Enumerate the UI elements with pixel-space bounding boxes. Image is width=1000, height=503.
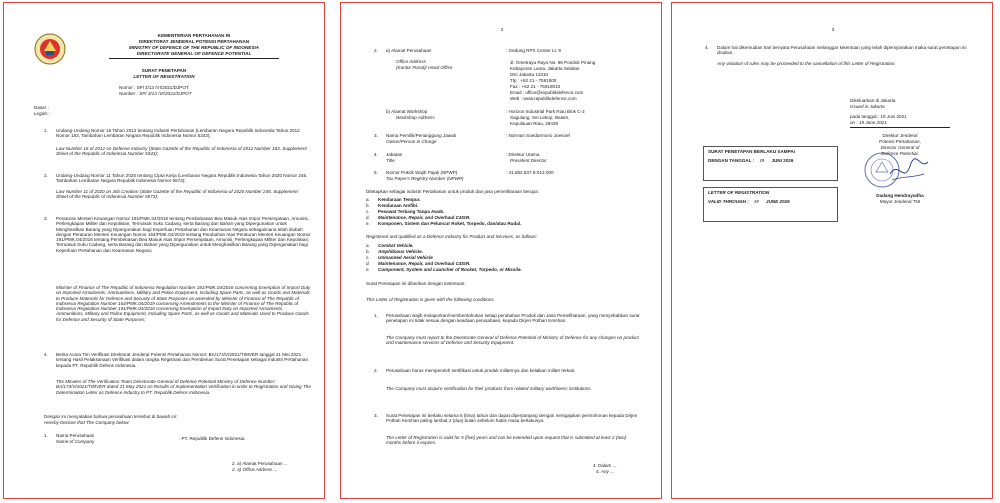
item-2-en: Law Number 11 of 2020 on Job Creation (State Gazette of the Republic of Indonesia of 2020 Number 245, Supplement Sheet of the Republic of Indonesia Number 6573); xyxy=(56,189,298,200)
workshop-label-id: b) Alamat Workshop xyxy=(386,109,428,114)
cond-2-en: The Company must acquire certification for their products from related military worthiness institutions. xyxy=(386,386,592,391)
product-id-d: Maintenance, Repair, and Overhaul C4ISR. xyxy=(378,215,471,220)
stamp-id-line-1: SURAT PENETAPAN BERLAKU SAMPAI xyxy=(708,149,795,154)
signatory-title-2: Potensi Pertahanan, xyxy=(879,139,921,144)
item-1-en: Law Number 16 of 2012 on Defense Industry (State Gazette of the Republic of Indonesia of 2012 Number 183, Supplement Sheet of the Republic of Indonesia Number 5343); xyxy=(56,146,307,157)
product-en-b: Amphibious Vehicle. xyxy=(378,249,424,254)
declare-en: Hereby Declare that The Company below: xyxy=(44,420,130,425)
product-en-d: Maintenance, Repair, and Overhaul C4ISR. xyxy=(378,261,471,266)
page2-continue-id: 4. Dalam ... xyxy=(593,463,617,468)
official-seal-and-signature xyxy=(862,150,932,192)
item-3-en: Minister of Finance of The Republic of Indonesia Regulation Number 191/PMK.04/2016 concerning Exemption of Import Duty on Imported Armaments, Ammunitions, Military and Police Equipment, Including Spare Parts, as well as Goods and Materials to Produce Materials for Defence and Security of State Purposes as amended by Minister of Finance of The Republic of Indonesia Regulation Number 164/PMK.04/2019 concerning Amendments to the Minister of Finance of The Republic of Indonesia Regulation Number 191/PMK.04/2016 concerning Exemption of Import Duty on Imported Armaments, Ammunitions, Military and Police Equipment, Including Spare Parts, as well as Goods and Materials Used to Produce Goods for Defence and Security of State Purposes; xyxy=(56,285,311,322)
product-id-a-key: a. xyxy=(366,197,370,202)
date-underline xyxy=(850,127,950,128)
product-id-b: Kendaraan Amfibi. xyxy=(378,203,419,208)
products-intro-en: Registered and qualified as a Defence Industry for Product and Services, as follows: xyxy=(366,234,538,239)
product-en-a-key: a. xyxy=(366,243,370,248)
product-id-b-key: b. xyxy=(366,203,370,208)
date-en: on : 19 June 2021 xyxy=(850,120,887,125)
item-1-id: Undang-Undang Nomor 16 Tahun 2012 tentang Industri Pertahanan (Lembaran Negara Republik Indonesia Tahun 2012 Nomor 183, Tambahan Lembaran Negara Republik Indonesia Nomor 5343); xyxy=(56,128,300,139)
product-en-b-key: b. xyxy=(366,249,370,254)
product-id-e-key: e. xyxy=(366,221,370,226)
conditions-intro-en: This Letter of Registration is given with the following conditions. xyxy=(366,297,495,302)
owner-label-id: Nama Pemilik/Penanggung Jawab xyxy=(386,133,457,138)
p3-item-en: Any violation of rules may be proceeded to the cancellation of this Letter of Registration. xyxy=(717,61,896,66)
title-label-en: Title xyxy=(386,158,395,163)
p3-item-id: Dalam hal dikemudian hari ternyata Perusahaan melanggar ketentuan yang telah dipersyaratkan maka surat penetapan ini dicabut. xyxy=(717,45,967,56)
issued-id: Dikeluarkan di Jakarta xyxy=(850,98,896,103)
document-page-1: KEMENTERIAN PERTAHANAN RI DIREKTORAT JENDERAL POTENSI PERTAHANAN MINISTRY OF DEFENCE OF THE REPUBLIC OF INDONESIA DIRECTORATE GENERAL OF DEFENCE POTENTIAL SURAT PENETAPAN LETTER OF REGISTRATION Nomor : SPl 3/13 /VI/2021/DJPOT Number : SP/ 3/13 /VI/2021/DJPOT Dasar : Legals : 1. Undang-Undang Nomor 16 Tahun 2012 tentang Industri Pertahanan (Lembaran Negara Republik Indonesia Tahun 2012 Nomor 183, Tambahan Lembaran Negara Republik Indonesia Nomor 5343); Law Number 16 of 2012 on Defense Industry (State Gazette of the Republic of Indonesia of 2012 Number 183, Supplement Sheet of the Republic of Indonesia Number 5343); 2. Undang-Undang Nomor 11 Tahun 2020 tentang Cipta Kerja (Lembaran Negara Republik Indonesia Tahun 2020 Nomor 245, Tambahan Lembaran Negara Republik Indonesia Nomor 6573); Law Number 11 of 2020 on Job Creation (State Gazette of the Republic of Indonesia of 2020 Number 245, Supplement Sheet of the Republic of Indonesia Number 6573); 3. Peraturan Menteri Keuangan Nomor 191/PMK.04/2016 tentang Pembebasan Bea Masuk Atas Impor Persenjataan, Amunisi, Perlengkapan Militer dan Kepolisian, Termasuk Suku Cadang, serta Barang dan Bahan yang Dipergunakan untuk Menghasilkan Barang yang Dipergunakan bagi Keperluan Pertahanan dan Keamanan Negara sebagaimana telah diubah dengan Peraturan Menteri Keuangan Nomor 164/PMK.04/2019 tentang Perubahan Atas Peraturan Menteri Keuangan Nomor 191/PMK.04/2016 tentang Pembebasan Bea Masuk Atas Impor Persenjataan, Amunisi, Perlengkapan Militer dan Kepolisian, Termasuk Suku Cadang, serta Barang dan Bahan yang Dipergunakan untuk Menghasilkan Barang yang Dipergunakan bagi Keperluan Pertahanan dan Keamanan Negara; Minister of Finance of The Republic of Indonesia Regulation Number 191/PMK.04/2016 concerning Exemption of Import Duty on Imported Armaments, Ammunitions, Military and Police Equipment, Including Spare Parts, as well as Goods and Materials to Produce Materials for Defence and Security of State Purposes as amended by Minister of Finance of The Republic of Indonesia Regulation Number 164/PMK.04/2019 concerning Amendments to the Minister of Finance of The Republic of Indonesia Regulation Number 191/PMK.04/2016 concerning Exemption of Import Duty on Imported Armaments, Ammunitions, Military and Police Equipment, Including Spare Parts, as well as Goods and Materials Used to Produce Goods for Defence and Security of State Purposes; 4. Berita Acara Tim Verifikasi Direktorat Jenderal Potensi Pertahanan Nomor: BA/174/V/2021/TIMVER tanggal 21 Mei 2021 tentang Hasil Pelaksanaan Verifikasi dalam rangka Registrasi dan Pemberian Surat Penetapan sebagai Industri Pertahanan kepada PT. Republik Defens Indonesia. The Minutes of The Verification Team Directorate General of Defence Potential Ministry of Defence Number: BA/174/V/2021/TIMVER dated 21 May 2021 on Results of Implementation Verification in order to Registration and Giving The Determination Letter as Defence Industry to PT. Republik Defens Indonesia. Dengan ini menyatakan bahwa perusahaan tersebut di bawah ini: Hereby Declare that The Company below: 1. Nama Perusahaan Name of Company : PT. Republik Defens Indonesia 2. a) Alamat Perusahaan ... 2. a) Office Address ... xyxy=(3,2,325,499)
header-line-2: DIREKTORAT JENDERAL POTENSI PERTAHANAN xyxy=(138,39,250,44)
cond-2-id: Perusahaan harus memperoleh sertifikasi untuk produk militernya dan kelaikan militer terkait. xyxy=(386,368,576,373)
doc-title-en: LETTER OF REGISTRATION xyxy=(133,74,195,79)
address-label-en: Office Address xyxy=(396,59,426,64)
doc-title-id: SURAT PENETAPAN xyxy=(141,68,187,73)
doc-number: Number : SP/ 3/13 /VI/2021/DJPOT xyxy=(119,91,192,96)
stamp-id-day: 19 xyxy=(759,158,765,163)
validity-stamp-en xyxy=(703,187,838,222)
owner-num: 3. xyxy=(374,133,378,138)
page2-continue-en: 4. Any ... xyxy=(596,469,614,474)
conditions-intro-id: Surat Penetapan ini diberikan dengan ketentuan: xyxy=(366,281,466,286)
validity-stamp-id xyxy=(703,146,838,181)
stamp-id-date: JUNI 2026 xyxy=(771,158,794,163)
tax-num: 5. xyxy=(374,170,378,175)
stamp-en-day: 19 xyxy=(754,199,759,204)
cond-3-id: Surat Penetapan ini berlaku selama 5 (lima) tahun dan dapat diperpanjang dengan mengajukan permohonan kepada Dirjen Pothan Kemhan paling lambat 2 (dua) bulan sebelum habis masa berlakunya. xyxy=(386,413,638,424)
header-divider xyxy=(109,58,279,59)
signatory-title-4: Defence Potential, xyxy=(881,151,919,156)
item-2-id: Undang-Undang Nomor 11 Tahun 2020 tentang Cipta Kerja (Lembaran Negara Republik Indonesia Tahun 2020 Nomor 245, Tambahan Lembaran Negara Republik Indonesia Nomor 6573); xyxy=(56,173,308,184)
title-label-id: Jabatan xyxy=(386,152,403,157)
page1-continue-id: 2. a) Alamat Perusahaan ... xyxy=(232,461,288,466)
cond-1-id: Perusahaan wajib melaporkan/memberitahukan setiap perubahan Produk dan Jasa Pemeliharaan, yang menyebabkan surat penetapan ini tidak sesuai dengan keadaan perusahaan, kepada Dirjen Pothan Kemhan. xyxy=(386,313,640,324)
signer-name: Dadang Hendrayudha xyxy=(876,193,924,198)
address-phone: Tlp : +62 21 - 7591800 xyxy=(510,78,557,83)
item-1-num: 1. xyxy=(44,128,48,133)
cond-1-en: The Company must report to the Directorate General of Defence Potential of Ministry of Defence for any changes on product and maintenance services of Defence and Security Equipment. xyxy=(386,335,639,346)
workshop-label-en: Workshop Address xyxy=(396,115,435,120)
title-num: 4. xyxy=(374,152,378,157)
address-line-1: : Gedung RPX Center Lt. 9 xyxy=(506,48,561,53)
p3-item-num: 4. xyxy=(705,45,709,50)
company-name: : PT. Republik Defens Indonesia xyxy=(179,436,245,441)
address-web: Web : www.republikdefence.com xyxy=(510,96,577,101)
product-id-a: Kendaraan Tempur. xyxy=(378,197,421,202)
company-label-id: Nama Perusahaan xyxy=(56,433,95,438)
product-en-c: Unmanned Aerial Vehicle xyxy=(378,255,433,260)
company-label-en: Name of Company xyxy=(56,439,95,444)
dasar-label: Dasar : xyxy=(34,105,49,110)
address-label-id: a) Alamat Perusahaan xyxy=(386,48,432,53)
header-line-1: KEMENTERIAN PERTAHANAN RI xyxy=(157,33,231,38)
declare-id: Dengan ini menyatakan bahwa perusahaan tersebut di bawah ini: xyxy=(44,414,178,419)
doc-nomor: Nomor : SPl 3/13 /VI/2021/DJPOT xyxy=(119,85,189,90)
product-en-c-key: c. xyxy=(366,255,370,260)
address-label-en-2: (Kantor Pusat)/ Head Office xyxy=(396,65,453,70)
item-4-num: 4. xyxy=(44,352,48,357)
stamp-en-line-1: LETTER OF REGISTRATION xyxy=(708,190,770,195)
owner-value: : Norman Soedarmono Joesoef xyxy=(506,133,570,138)
cond-2-num: 2. xyxy=(374,368,378,373)
tax-value: : 41.862.637.6-013.000 xyxy=(506,170,554,175)
product-en-e-key: e. xyxy=(366,267,370,272)
header-line-4: DIRECTORATE GENERAL OF DEFENCE POTENTIAL xyxy=(136,51,252,56)
signatory-title-3: Director General of xyxy=(880,145,920,150)
cond-1-num: 1. xyxy=(374,313,378,318)
issued-en: Issued in Jakarta xyxy=(850,104,885,109)
address-email: Email : office@republikdefence.com xyxy=(510,90,584,95)
item-4-en: The Minutes of The Verification Team Directorate General of Defence Potential Ministry of Defence Number: BA/174/V/2021/TIMVER dated 21 May 2021 on Results of Implementation Verification in order to Registration and Giving The Determination Letter as Defence Industry to PT. Republik Defens Indonesia. xyxy=(56,379,311,395)
product-en-a: Combat Vehicle. xyxy=(378,243,414,248)
stamp-id-line-2: DENGAN TANGGAL : xyxy=(708,158,755,163)
item-4-id: Berita Acara Tim Verifikasi Direktorat Jenderal Potensi Pertahanan Nomor: BA/174/V/2021/TIMVER tanggal 21 Mei 2021 tentang Hasil Pelaksanaan Verifikasi dalam rangka Registrasi dan Pemberian Surat Penetapan sebagai Industri Pertahanan kepada PT. Republik Defens Indonesia. xyxy=(56,352,309,368)
page-number-2: 2 xyxy=(500,27,504,32)
cond-3-num: 3. xyxy=(374,413,378,418)
products-intro-id: Ditetapkan sebagai industri Pertahanan untuk produk dan jasa pemeliharaan berupa: xyxy=(366,189,539,194)
date-id: pada tanggal : 19 Juni 2021 xyxy=(850,114,907,119)
page1-continue-en: 2. a) Office Address ... xyxy=(232,467,278,472)
workshop-line-1: : Horizon Industrial Park Riau Blok C-2 xyxy=(506,109,585,114)
signer-rank: Mayor Jenderal TNI xyxy=(879,199,921,204)
workshop-line-3: Kepulauan Riau, 29439 xyxy=(510,121,559,126)
title-value-en: President Director xyxy=(510,158,547,163)
product-id-c-key: c. xyxy=(366,209,370,214)
address-fax: Fax : +62 21 - 75918010 xyxy=(510,84,561,89)
address-num: 2. xyxy=(374,48,378,53)
workshop-line-2: Sagulung, Sei Lekop, Batam, xyxy=(510,115,570,120)
product-en-d-key: d. xyxy=(366,261,370,266)
product-id-d-key: d. xyxy=(366,215,370,220)
tax-label-en: Tax Payer's Registry Number (NPWP) xyxy=(386,176,464,181)
address-line-3: Kebayoran Lama, Jakarta Selatan xyxy=(510,66,580,71)
stamp-en-date: JUNE 2026 xyxy=(765,199,790,204)
ministry-emblem-icon xyxy=(34,33,66,65)
item-3-num: 3. xyxy=(44,216,48,221)
item-2-num: 2. xyxy=(44,173,48,178)
document-page-3 xyxy=(671,2,993,499)
legals-label: Legals : xyxy=(34,111,51,116)
header-line-3: MINISTRY OF DEFENCE OF THE REPUBLIC OF INDONESIA xyxy=(129,45,259,50)
address-line-4: DKI Jakarta 12310 xyxy=(510,72,549,77)
address-line-2: Jl. Ometraya Raya No. 96 Pondok Pinang xyxy=(510,60,596,65)
signatory-title-1: Direktur Jenderal xyxy=(882,133,918,138)
product-en-e: Component, System and Launcher of Rocket, Torpedo, or Missile. xyxy=(378,267,522,272)
item-3-id: Peraturan Menteri Keuangan Nomor 191/PMK.04/2016 tentang Pembebasan Bea Masuk Atas Impor Persenjataan, Amunisi, Perlengkapan Militer dan Kepolisian, Termasuk Suku Cadang, serta Barang dan Bahan yang Dipergunakan untuk Menghasilkan Barang yang Dipergunakan bagi Keperluan Pertahanan dan Keamanan Negara sebagaimana telah diubah dengan Peraturan Menteri Keuangan Nomor 164/PMK.04/2019 tentang Perubahan Atas Peraturan Menteri Keuangan Nomor 191/PMK.04/2016 tentang Pembebasan Bea Masuk Atas Impor Persenjataan, Amunisi, Perlengkapan Militer dan Kepolisian, Termasuk Suku Cadang, serta Barang dan Bahan yang Dipergunakan untuk Menghasilkan Barang yang Dipergunakan bagi Keperluan Pertahanan dan Keamanan Negara; xyxy=(56,216,311,253)
document-page-2 xyxy=(340,2,662,499)
stamp-en-line-2: VALID THROUGH : xyxy=(708,199,749,204)
page-number-3: 3 xyxy=(831,27,835,32)
owner-label-en: Owner/Person in Charge xyxy=(386,139,437,144)
title-value-id: : Direktur Utama xyxy=(506,152,540,157)
product-id-e: Komponen, Sistem dan Peluncur Roket, Torpedo, dan/atau Rudal. xyxy=(378,221,522,226)
cond-3-en: The Letter of Registration is valid for 5 (five) years and can be extended upon request that is submitted at least 2 (two) months before it expires. xyxy=(386,435,627,446)
tax-label-id: Nomor Pokok Wajib Pajak (NPWP) xyxy=(386,170,458,175)
product-id-c: Pesawat Terbang Tanpa Awak. xyxy=(378,209,445,214)
